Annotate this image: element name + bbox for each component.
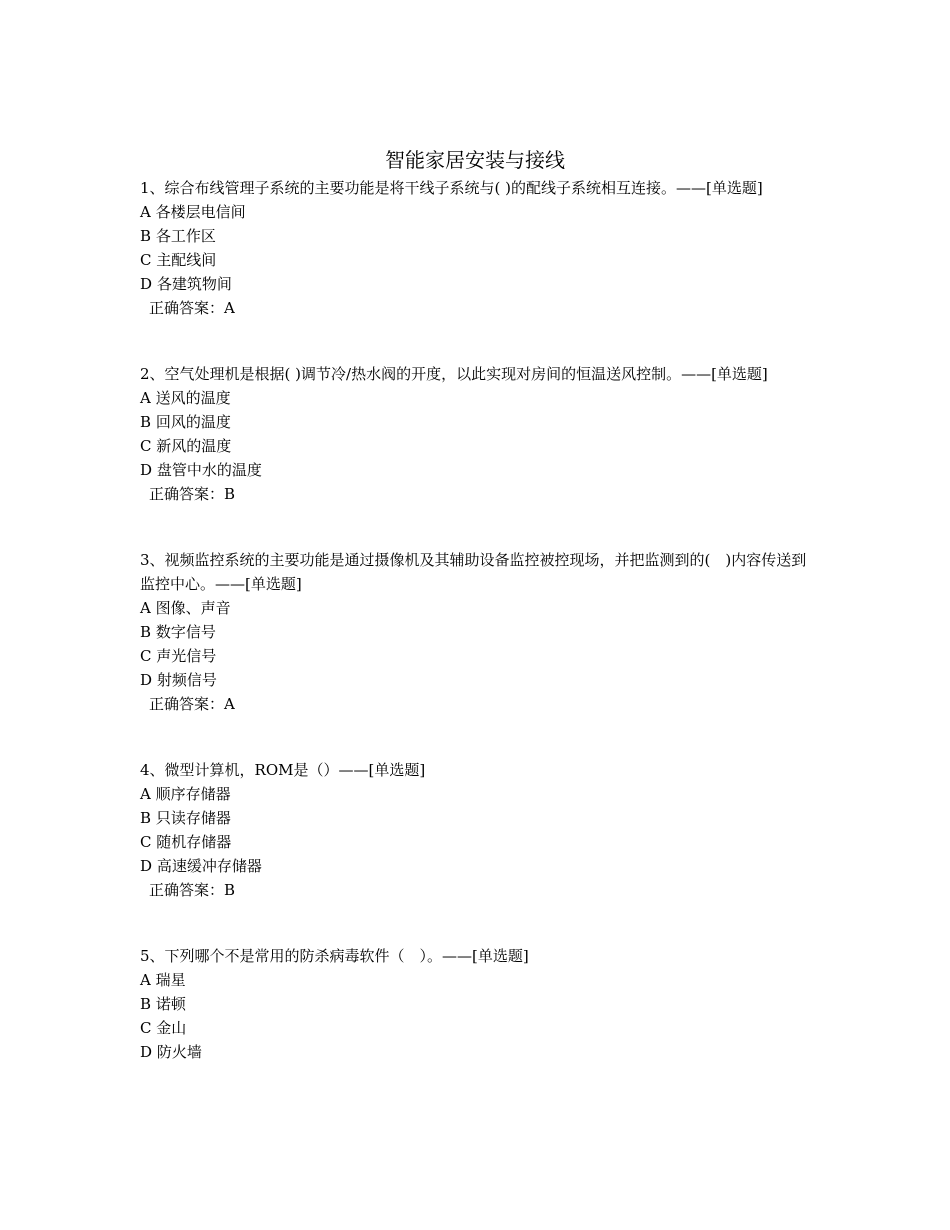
option-letter: B: [140, 809, 152, 827]
option-text: 各建筑物间: [156, 275, 232, 293]
question-text: 5、下列哪个不是常用的防杀病毒软件（ ）。——[单选题]: [140, 947, 529, 965]
document-page: [140, 146, 810, 1064]
option-text: 送风的温度: [155, 389, 231, 407]
option-letter: D: [140, 1043, 153, 1061]
option-d: [140, 668, 810, 692]
spacer: [140, 320, 810, 362]
option-letter: C: [140, 833, 152, 851]
answer-value: B: [224, 485, 236, 503]
option-text: 只读存储器: [155, 809, 231, 827]
option-letter: C: [140, 647, 152, 665]
question-text: 4、微型计算机，ROM是（）——[单选题]: [140, 761, 426, 779]
question-text: 1、综合布线管理子系统的主要功能是将干线子系统与( )的配线子系统相互连接。——[单选题]: [140, 179, 763, 197]
question-5: [140, 944, 810, 1064]
question-2: [140, 362, 810, 506]
option-text: 高速缓冲存储器: [156, 857, 262, 875]
option-a: [140, 968, 810, 992]
option-text: 盘管中水的温度: [156, 461, 262, 479]
option-text: 顺序存储器: [155, 785, 231, 803]
correct-answer: [140, 482, 810, 506]
option-b: [140, 620, 810, 644]
option-b: [140, 992, 810, 1016]
option-c: [140, 248, 810, 272]
option-a: [140, 782, 810, 806]
option-letter: A: [140, 599, 151, 617]
option-text: 金山: [156, 1019, 187, 1037]
option-b: [140, 224, 810, 248]
option-letter: B: [140, 413, 152, 431]
option-letter: C: [140, 1019, 152, 1037]
option-d: [140, 272, 810, 296]
option-text: 瑞星: [155, 971, 186, 989]
option-text: 图像、声音: [155, 599, 231, 617]
spacer: [140, 716, 810, 758]
option-letter: A: [140, 971, 151, 989]
option-text: 射频信号: [156, 671, 217, 689]
correct-answer: [140, 296, 810, 320]
option-text: 诺顿: [155, 995, 186, 1013]
option-a: [140, 596, 810, 620]
question-1: [140, 176, 810, 320]
option-letter: C: [140, 437, 152, 455]
answer-label: 正确答案：: [149, 881, 225, 899]
option-text: 防火墙: [156, 1043, 202, 1061]
answer-value: A: [224, 695, 235, 713]
option-letter: D: [140, 857, 153, 875]
option-a: [140, 386, 810, 410]
option-letter: D: [140, 461, 153, 479]
option-text: 新风的温度: [156, 437, 232, 455]
question-text: 3、视频监控系统的主要功能是通过摄像机及其辅助设备监控被控现场，并把监测到的( )内容传送到监控中心。——[单选题]: [140, 551, 807, 593]
option-c: [140, 1016, 810, 1040]
option-text: 随机存储器: [156, 833, 232, 851]
spacer: [140, 902, 810, 944]
question-3: [140, 548, 810, 716]
option-letter: B: [140, 995, 152, 1013]
option-letter: D: [140, 671, 153, 689]
document-title: 智能家居安装与接线: [385, 148, 565, 172]
option-letter: B: [140, 623, 152, 641]
option-letter: A: [140, 203, 151, 221]
option-b: [140, 410, 810, 434]
option-c: [140, 644, 810, 668]
option-d: [140, 1040, 810, 1064]
option-b: [140, 806, 810, 830]
option-d: [140, 854, 810, 878]
question-text: 2、空气处理机是根据( )调节冷/热水阀的开度，以此实现对房间的恒温送风控制。——[单选题]: [140, 365, 768, 383]
answer-label: 正确答案：: [149, 695, 225, 713]
option-text: 主配线间: [156, 251, 217, 269]
option-c: [140, 434, 810, 458]
answer-value: B: [224, 881, 236, 899]
option-a: [140, 200, 810, 224]
option-letter: A: [140, 389, 151, 407]
option-text: 回风的温度: [155, 413, 231, 431]
option-text: 各楼层电信间: [155, 203, 246, 221]
correct-answer: [140, 692, 810, 716]
option-letter: C: [140, 251, 152, 269]
answer-label: 正确答案：: [149, 299, 225, 317]
option-c: [140, 830, 810, 854]
option-letter: B: [140, 227, 152, 245]
option-letter: A: [140, 785, 151, 803]
answer-label: 正确答案：: [149, 485, 225, 503]
correct-answer: [140, 878, 810, 902]
option-text: 各工作区: [155, 227, 216, 245]
question-4: [140, 758, 810, 902]
option-letter: D: [140, 275, 153, 293]
option-text: 声光信号: [156, 647, 217, 665]
option-d: [140, 458, 810, 482]
answer-value: A: [224, 299, 235, 317]
option-text: 数字信号: [155, 623, 216, 641]
spacer: [140, 506, 810, 548]
